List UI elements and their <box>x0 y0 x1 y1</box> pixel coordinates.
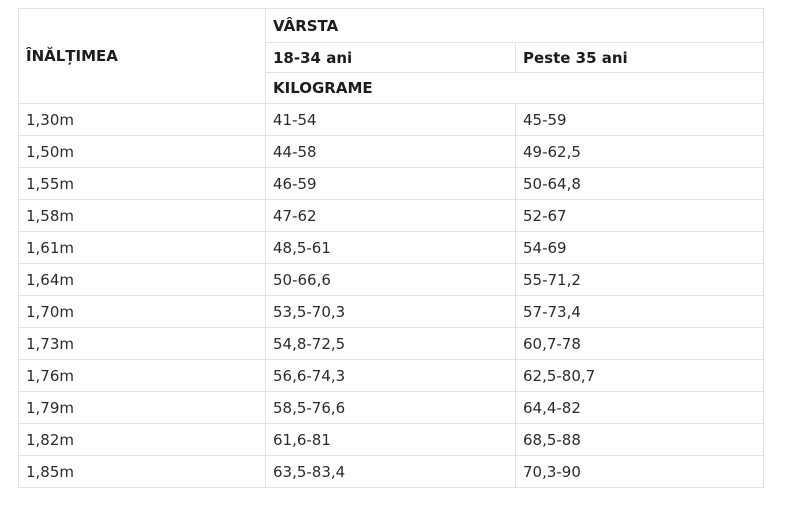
table-row <box>19 296 764 328</box>
table-row <box>19 424 764 456</box>
height-cell: 1,79m <box>19 392 266 424</box>
weight-over-35-cell: 57-73,4 <box>516 296 764 328</box>
weight-18-34-cell: 47-62 <box>266 200 516 232</box>
unit-header: KILOGRAME <box>266 73 764 104</box>
header-row-age-group <box>19 9 764 43</box>
weight-over-35-cell: 62,5-80,7 <box>516 360 764 392</box>
weight-over-35-cell: 64,4-82 <box>516 392 764 424</box>
table-row <box>19 328 764 360</box>
height-cell: 1,58m <box>19 200 266 232</box>
age-group-header: VÂRSTA <box>266 9 764 43</box>
age-18-34-header: 18-34 ani <box>266 43 516 73</box>
weight-18-34-cell: 50-66,6 <box>266 264 516 296</box>
weight-18-34-cell: 53,5-70,3 <box>266 296 516 328</box>
weight-over-35-cell: 60,7-78 <box>516 328 764 360</box>
table-header <box>19 9 764 104</box>
weight-over-35-cell: 52-67 <box>516 200 764 232</box>
weight-18-34-cell: 54,8-72,5 <box>266 328 516 360</box>
table-row <box>19 136 764 168</box>
weight-over-35-cell: 45-59 <box>516 104 764 136</box>
weight-over-35-cell: 50-64,8 <box>516 168 764 200</box>
weight-18-34-cell: 48,5-61 <box>266 232 516 264</box>
age-over-35-header: Peste 35 ani <box>516 43 764 73</box>
table-body <box>19 104 764 488</box>
weight-18-34-cell: 44-58 <box>266 136 516 168</box>
table-row <box>19 456 764 488</box>
weight-over-35-cell: 49-62,5 <box>516 136 764 168</box>
height-cell: 1,55m <box>19 168 266 200</box>
table-row <box>19 104 764 136</box>
weight-18-34-cell: 41-54 <box>266 104 516 136</box>
height-weight-table <box>18 8 764 488</box>
height-cell: 1,73m <box>19 328 266 360</box>
table-row <box>19 392 764 424</box>
weight-over-35-cell: 70,3-90 <box>516 456 764 488</box>
table-row <box>19 360 764 392</box>
height-cell: 1,85m <box>19 456 266 488</box>
height-cell: 1,82m <box>19 424 266 456</box>
height-cell: 1,76m <box>19 360 266 392</box>
weight-over-35-cell: 68,5-88 <box>516 424 764 456</box>
weight-18-34-cell: 56,6-74,3 <box>266 360 516 392</box>
weight-18-34-cell: 46-59 <box>266 168 516 200</box>
height-cell: 1,64m <box>19 264 266 296</box>
weight-18-34-cell: 61,6-81 <box>266 424 516 456</box>
height-cell: 1,50m <box>19 136 266 168</box>
height-cell: 1,70m <box>19 296 266 328</box>
weight-18-34-cell: 58,5-76,6 <box>266 392 516 424</box>
table-row <box>19 232 764 264</box>
weight-18-34-cell: 63,5-83,4 <box>266 456 516 488</box>
height-cell: 1,30m <box>19 104 266 136</box>
table-row <box>19 264 764 296</box>
weight-over-35-cell: 54-69 <box>516 232 764 264</box>
weight-over-35-cell: 55-71,2 <box>516 264 764 296</box>
height-cell: 1,61m <box>19 232 266 264</box>
table-row <box>19 168 764 200</box>
height-column-header: ÎNĂLȚIMEA <box>19 9 266 104</box>
table-row <box>19 200 764 232</box>
